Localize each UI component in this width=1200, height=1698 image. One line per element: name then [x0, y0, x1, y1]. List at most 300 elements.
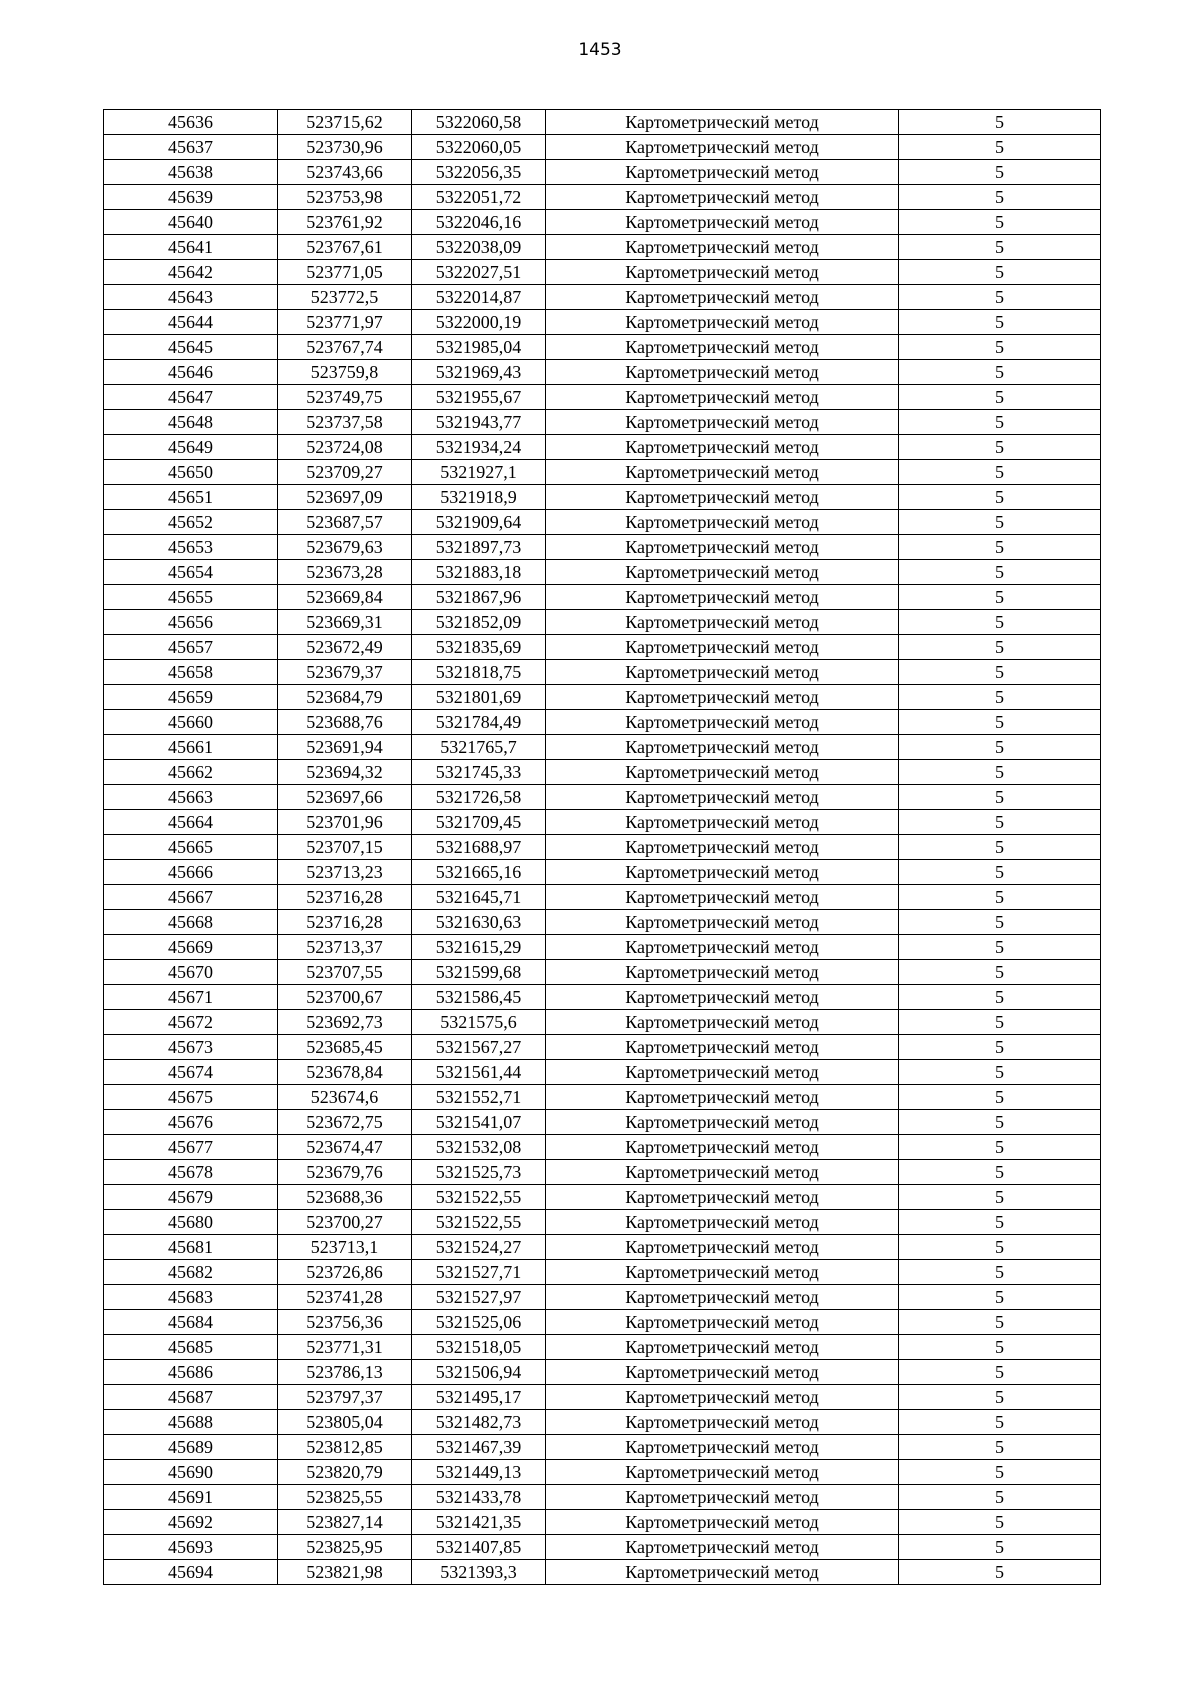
- table-row: [104, 1535, 1101, 1560]
- method-cell: Картометрический метод: [546, 810, 899, 835]
- x-coordinate-cell: 523737,58: [278, 410, 412, 435]
- accuracy-cell: 5: [899, 1185, 1101, 1210]
- accuracy-cell: 5: [899, 360, 1101, 385]
- point-number-cell: 45662: [104, 760, 278, 785]
- point-number-cell: 45694: [104, 1560, 278, 1585]
- table-row: [104, 685, 1101, 710]
- table-row: [104, 1310, 1101, 1335]
- accuracy-cell: 5: [899, 1510, 1101, 1535]
- table-row: [104, 885, 1101, 910]
- x-coordinate-cell: 523713,1: [278, 1235, 412, 1260]
- y-coordinate-cell: 5322000,19: [412, 310, 546, 335]
- x-coordinate-cell: 523820,79: [278, 1460, 412, 1485]
- x-coordinate-cell: 523767,61: [278, 235, 412, 260]
- method-cell: Картометрический метод: [546, 1160, 899, 1185]
- method-cell: Картометрический метод: [546, 785, 899, 810]
- method-cell: Картометрический метод: [546, 410, 899, 435]
- x-coordinate-cell: 523759,8: [278, 360, 412, 385]
- table-row: [104, 835, 1101, 860]
- x-coordinate-cell: 523688,76: [278, 710, 412, 735]
- method-cell: Картометрический метод: [546, 110, 899, 135]
- x-coordinate-cell: 523715,62: [278, 110, 412, 135]
- accuracy-cell: 5: [899, 510, 1101, 535]
- point-number-cell: 45650: [104, 460, 278, 485]
- y-coordinate-cell: 5321527,97: [412, 1285, 546, 1310]
- point-number-cell: 45658: [104, 660, 278, 685]
- y-coordinate-cell: 5321524,27: [412, 1235, 546, 1260]
- y-coordinate-cell: 5321818,75: [412, 660, 546, 685]
- x-coordinate-cell: 523679,76: [278, 1160, 412, 1185]
- x-coordinate-cell: 523797,37: [278, 1385, 412, 1410]
- table-row: [104, 1385, 1101, 1410]
- method-cell: Картометрический метод: [546, 1060, 899, 1085]
- x-coordinate-cell: 523700,27: [278, 1210, 412, 1235]
- table-row: [104, 335, 1101, 360]
- method-cell: Картометрический метод: [546, 1185, 899, 1210]
- x-coordinate-cell: 523694,32: [278, 760, 412, 785]
- accuracy-cell: 5: [899, 535, 1101, 560]
- point-number-cell: 45683: [104, 1285, 278, 1310]
- x-coordinate-cell: 523713,23: [278, 860, 412, 885]
- accuracy-cell: 5: [899, 985, 1101, 1010]
- x-coordinate-cell: 523685,45: [278, 1035, 412, 1060]
- table-row: [104, 485, 1101, 510]
- x-coordinate-cell: 523679,63: [278, 535, 412, 560]
- table-row: [104, 785, 1101, 810]
- method-cell: Картометрический метод: [546, 1485, 899, 1510]
- table-row: [104, 585, 1101, 610]
- x-coordinate-cell: 523771,97: [278, 310, 412, 335]
- y-coordinate-cell: 5321433,78: [412, 1485, 546, 1510]
- accuracy-cell: 5: [899, 560, 1101, 585]
- point-number-cell: 45655: [104, 585, 278, 610]
- table-row: [104, 1235, 1101, 1260]
- point-number-cell: 45653: [104, 535, 278, 560]
- accuracy-cell: 5: [899, 110, 1101, 135]
- y-coordinate-cell: 5322060,58: [412, 110, 546, 135]
- method-cell: Картометрический метод: [546, 960, 899, 985]
- method-cell: Картометрический метод: [546, 535, 899, 560]
- table-row: [104, 410, 1101, 435]
- x-coordinate-cell: 523679,37: [278, 660, 412, 685]
- table-row: [104, 160, 1101, 185]
- table-row: [104, 1060, 1101, 1085]
- point-number-cell: 45689: [104, 1435, 278, 1460]
- accuracy-cell: 5: [899, 585, 1101, 610]
- x-coordinate-cell: 523825,95: [278, 1535, 412, 1560]
- method-cell: Картометрический метод: [546, 260, 899, 285]
- accuracy-cell: 5: [899, 1410, 1101, 1435]
- table-row: [104, 1035, 1101, 1060]
- accuracy-cell: 5: [899, 1235, 1101, 1260]
- accuracy-cell: 5: [899, 860, 1101, 885]
- method-cell: Картометрический метод: [546, 235, 899, 260]
- y-coordinate-cell: 5321801,69: [412, 685, 546, 710]
- x-coordinate-cell: 523697,09: [278, 485, 412, 510]
- point-number-cell: 45692: [104, 1510, 278, 1535]
- y-coordinate-cell: 5322056,35: [412, 160, 546, 185]
- point-number-cell: 45654: [104, 560, 278, 585]
- y-coordinate-cell: 5322014,87: [412, 285, 546, 310]
- accuracy-cell: 5: [899, 1035, 1101, 1060]
- y-coordinate-cell: 5321934,24: [412, 435, 546, 460]
- table-row: [104, 1135, 1101, 1160]
- point-number-cell: 45675: [104, 1085, 278, 1110]
- accuracy-cell: 5: [899, 660, 1101, 685]
- x-coordinate-cell: 523684,79: [278, 685, 412, 710]
- x-coordinate-cell: 523821,98: [278, 1560, 412, 1585]
- point-number-cell: 45639: [104, 185, 278, 210]
- method-cell: Картометрический метод: [546, 610, 899, 635]
- point-number-cell: 45636: [104, 110, 278, 135]
- accuracy-cell: 5: [899, 1335, 1101, 1360]
- method-cell: Картометрический метод: [546, 1035, 899, 1060]
- point-number-cell: 45691: [104, 1485, 278, 1510]
- point-number-cell: 45678: [104, 1160, 278, 1185]
- x-coordinate-cell: 523827,14: [278, 1510, 412, 1535]
- y-coordinate-cell: 5321835,69: [412, 635, 546, 660]
- table-row: [104, 910, 1101, 935]
- method-cell: Картометрический метод: [546, 1360, 899, 1385]
- x-coordinate-cell: 523772,5: [278, 285, 412, 310]
- x-coordinate-cell: 523730,96: [278, 135, 412, 160]
- point-number-cell: 45690: [104, 1460, 278, 1485]
- accuracy-cell: 5: [899, 735, 1101, 760]
- y-coordinate-cell: 5321927,1: [412, 460, 546, 485]
- accuracy-cell: 5: [899, 1160, 1101, 1185]
- point-number-cell: 45661: [104, 735, 278, 760]
- y-coordinate-cell: 5321552,71: [412, 1085, 546, 1110]
- table-row: [104, 535, 1101, 560]
- point-number-cell: 45656: [104, 610, 278, 635]
- y-coordinate-cell: 5321645,71: [412, 885, 546, 910]
- x-coordinate-cell: 523700,67: [278, 985, 412, 1010]
- x-coordinate-cell: 523749,75: [278, 385, 412, 410]
- method-cell: Картометрический метод: [546, 1385, 899, 1410]
- point-number-cell: 45665: [104, 835, 278, 860]
- x-coordinate-cell: 523756,36: [278, 1310, 412, 1335]
- table-row: [104, 1410, 1101, 1435]
- method-cell: Картометрический метод: [546, 460, 899, 485]
- y-coordinate-cell: 5321985,04: [412, 335, 546, 360]
- point-number-cell: 45668: [104, 910, 278, 935]
- table-row: [104, 285, 1101, 310]
- method-cell: Картометрический метод: [546, 1435, 899, 1460]
- accuracy-cell: 5: [899, 835, 1101, 860]
- method-cell: Картометрический метод: [546, 485, 899, 510]
- y-coordinate-cell: 5322060,05: [412, 135, 546, 160]
- accuracy-cell: 5: [899, 210, 1101, 235]
- method-cell: Картометрический метод: [546, 660, 899, 685]
- table-row: [104, 660, 1101, 685]
- table-row: [104, 1435, 1101, 1460]
- y-coordinate-cell: 5321943,77: [412, 410, 546, 435]
- method-cell: Картометрический метод: [546, 985, 899, 1010]
- y-coordinate-cell: 5321522,55: [412, 1210, 546, 1235]
- method-cell: Картометрический метод: [546, 635, 899, 660]
- y-coordinate-cell: 5321784,49: [412, 710, 546, 735]
- method-cell: Картометрический метод: [546, 310, 899, 335]
- x-coordinate-cell: 523674,47: [278, 1135, 412, 1160]
- accuracy-cell: 5: [899, 485, 1101, 510]
- point-number-cell: 45688: [104, 1410, 278, 1435]
- point-number-cell: 45647: [104, 385, 278, 410]
- method-cell: Картометрический метод: [546, 160, 899, 185]
- method-cell: Картометрический метод: [546, 1085, 899, 1110]
- table-row: [104, 810, 1101, 835]
- point-number-cell: 45641: [104, 235, 278, 260]
- accuracy-cell: 5: [899, 1460, 1101, 1485]
- table-row: [104, 1210, 1101, 1235]
- y-coordinate-cell: 5321867,96: [412, 585, 546, 610]
- accuracy-cell: 5: [899, 760, 1101, 785]
- x-coordinate-cell: 523688,36: [278, 1185, 412, 1210]
- point-number-cell: 45671: [104, 985, 278, 1010]
- table-row: [104, 735, 1101, 760]
- method-cell: Картометрический метод: [546, 1285, 899, 1310]
- method-cell: Картометрический метод: [546, 1110, 899, 1135]
- table-row: [104, 1510, 1101, 1535]
- x-coordinate-cell: 523812,85: [278, 1435, 412, 1460]
- method-cell: Картометрический метод: [546, 685, 899, 710]
- table-row: [104, 760, 1101, 785]
- method-cell: Картометрический метод: [546, 335, 899, 360]
- y-coordinate-cell: 5321955,67: [412, 385, 546, 410]
- x-coordinate-cell: 523672,49: [278, 635, 412, 660]
- y-coordinate-cell: 5321449,13: [412, 1460, 546, 1485]
- x-coordinate-cell: 523678,84: [278, 1060, 412, 1085]
- method-cell: Картометрический метод: [546, 1235, 899, 1260]
- method-cell: Картометрический метод: [546, 435, 899, 460]
- method-cell: Картометрический метод: [546, 385, 899, 410]
- y-coordinate-cell: 5321541,07: [412, 1110, 546, 1135]
- point-number-cell: 45676: [104, 1110, 278, 1135]
- accuracy-cell: 5: [899, 1285, 1101, 1310]
- accuracy-cell: 5: [899, 685, 1101, 710]
- point-number-cell: 45642: [104, 260, 278, 285]
- y-coordinate-cell: 5321765,7: [412, 735, 546, 760]
- table-row: [104, 1560, 1101, 1585]
- accuracy-cell: 5: [899, 1260, 1101, 1285]
- x-coordinate-cell: 523761,92: [278, 210, 412, 235]
- method-cell: Картометрический метод: [546, 760, 899, 785]
- accuracy-cell: 5: [899, 1435, 1101, 1460]
- accuracy-cell: 5: [899, 910, 1101, 935]
- point-number-cell: 45664: [104, 810, 278, 835]
- accuracy-cell: 5: [899, 1060, 1101, 1085]
- point-number-cell: 45649: [104, 435, 278, 460]
- x-coordinate-cell: 523724,08: [278, 435, 412, 460]
- y-coordinate-cell: 5321467,39: [412, 1435, 546, 1460]
- point-number-cell: 45672: [104, 1010, 278, 1035]
- accuracy-cell: 5: [899, 410, 1101, 435]
- point-number-cell: 45666: [104, 860, 278, 885]
- point-number-cell: 45663: [104, 785, 278, 810]
- point-number-cell: 45670: [104, 960, 278, 985]
- point-number-cell: 45673: [104, 1035, 278, 1060]
- method-cell: Картометрический метод: [546, 1535, 899, 1560]
- table-row: [104, 1260, 1101, 1285]
- x-coordinate-cell: 523771,05: [278, 260, 412, 285]
- table-row: [104, 985, 1101, 1010]
- method-cell: Картометрический метод: [546, 285, 899, 310]
- x-coordinate-cell: 523825,55: [278, 1485, 412, 1510]
- accuracy-cell: 5: [899, 1135, 1101, 1160]
- point-number-cell: 45680: [104, 1210, 278, 1235]
- point-number-cell: 45660: [104, 710, 278, 735]
- table-row: [104, 435, 1101, 460]
- point-number-cell: 45652: [104, 510, 278, 535]
- point-number-cell: 45681: [104, 1235, 278, 1260]
- y-coordinate-cell: 5321575,6: [412, 1010, 546, 1035]
- y-coordinate-cell: 5322046,16: [412, 210, 546, 235]
- table-row: [104, 1085, 1101, 1110]
- table-row: [104, 1335, 1101, 1360]
- y-coordinate-cell: 5321482,73: [412, 1410, 546, 1435]
- y-coordinate-cell: 5322027,51: [412, 260, 546, 285]
- method-cell: Картометрический метод: [546, 560, 899, 585]
- table-row: [104, 1160, 1101, 1185]
- y-coordinate-cell: 5321969,43: [412, 360, 546, 385]
- accuracy-cell: 5: [899, 135, 1101, 160]
- x-coordinate-cell: 523707,55: [278, 960, 412, 985]
- point-number-cell: 45687: [104, 1385, 278, 1410]
- accuracy-cell: 5: [899, 285, 1101, 310]
- point-number-cell: 45640: [104, 210, 278, 235]
- accuracy-cell: 5: [899, 635, 1101, 660]
- accuracy-cell: 5: [899, 435, 1101, 460]
- x-coordinate-cell: 523687,57: [278, 510, 412, 535]
- method-cell: Картометрический метод: [546, 210, 899, 235]
- y-coordinate-cell: 5321567,27: [412, 1035, 546, 1060]
- point-number-cell: 45651: [104, 485, 278, 510]
- method-cell: Картометрический метод: [546, 1560, 899, 1585]
- table-row: [104, 260, 1101, 285]
- table-row: [104, 135, 1101, 160]
- y-coordinate-cell: 5321525,06: [412, 1310, 546, 1335]
- accuracy-cell: 5: [899, 1010, 1101, 1035]
- y-coordinate-cell: 5321518,05: [412, 1335, 546, 1360]
- y-coordinate-cell: 5321393,3: [412, 1560, 546, 1585]
- accuracy-cell: 5: [899, 885, 1101, 910]
- y-coordinate-cell: 5321918,9: [412, 485, 546, 510]
- y-coordinate-cell: 5321883,18: [412, 560, 546, 585]
- y-coordinate-cell: 5322051,72: [412, 185, 546, 210]
- y-coordinate-cell: 5321532,08: [412, 1135, 546, 1160]
- table-row: [104, 1110, 1101, 1135]
- y-coordinate-cell: 5321852,09: [412, 610, 546, 635]
- x-coordinate-cell: 523673,28: [278, 560, 412, 585]
- point-number-cell: 45637: [104, 135, 278, 160]
- x-coordinate-cell: 523805,04: [278, 1410, 412, 1435]
- method-cell: Картометрический метод: [546, 935, 899, 960]
- table-row: [104, 310, 1101, 335]
- coordinates-table: [103, 109, 1101, 1585]
- y-coordinate-cell: 5321909,64: [412, 510, 546, 535]
- point-number-cell: 45682: [104, 1260, 278, 1285]
- point-number-cell: 45669: [104, 935, 278, 960]
- accuracy-cell: 5: [899, 710, 1101, 735]
- method-cell: Картометрический метод: [546, 585, 899, 610]
- method-cell: Картометрический метод: [546, 710, 899, 735]
- accuracy-cell: 5: [899, 260, 1101, 285]
- x-coordinate-cell: 523701,96: [278, 810, 412, 835]
- table-row: [104, 110, 1101, 135]
- table-row: [104, 1185, 1101, 1210]
- point-number-cell: 45657: [104, 635, 278, 660]
- x-coordinate-cell: 523753,98: [278, 185, 412, 210]
- table-row: [104, 935, 1101, 960]
- x-coordinate-cell: 523767,74: [278, 335, 412, 360]
- accuracy-cell: 5: [899, 1535, 1101, 1560]
- accuracy-cell: 5: [899, 960, 1101, 985]
- method-cell: Картометрический метод: [546, 1260, 899, 1285]
- x-coordinate-cell: 523669,31: [278, 610, 412, 635]
- x-coordinate-cell: 523726,86: [278, 1260, 412, 1285]
- method-cell: Картометрический метод: [546, 735, 899, 760]
- method-cell: Картометрический метод: [546, 360, 899, 385]
- method-cell: Картометрический метод: [546, 1210, 899, 1235]
- accuracy-cell: 5: [899, 1210, 1101, 1235]
- method-cell: Картометрический метод: [546, 1310, 899, 1335]
- table-row: [104, 1285, 1101, 1310]
- table-row: [104, 360, 1101, 385]
- point-number-cell: 45684: [104, 1310, 278, 1335]
- y-coordinate-cell: 5321709,45: [412, 810, 546, 835]
- accuracy-cell: 5: [899, 935, 1101, 960]
- x-coordinate-cell: 523743,66: [278, 160, 412, 185]
- y-coordinate-cell: 5321599,68: [412, 960, 546, 985]
- point-number-cell: 45677: [104, 1135, 278, 1160]
- x-coordinate-cell: 523786,13: [278, 1360, 412, 1385]
- x-coordinate-cell: 523771,31: [278, 1335, 412, 1360]
- y-coordinate-cell: 5321561,44: [412, 1060, 546, 1085]
- method-cell: Картометрический метод: [546, 910, 899, 935]
- point-number-cell: 45679: [104, 1185, 278, 1210]
- method-cell: Картометрический метод: [546, 1510, 899, 1535]
- accuracy-cell: 5: [899, 810, 1101, 835]
- accuracy-cell: 5: [899, 460, 1101, 485]
- x-coordinate-cell: 523741,28: [278, 1285, 412, 1310]
- table-row: [104, 510, 1101, 535]
- x-coordinate-cell: 523674,6: [278, 1085, 412, 1110]
- accuracy-cell: 5: [899, 185, 1101, 210]
- table-row: [104, 635, 1101, 660]
- y-coordinate-cell: 5321421,35: [412, 1510, 546, 1535]
- accuracy-cell: 5: [899, 1560, 1101, 1585]
- point-number-cell: 45667: [104, 885, 278, 910]
- table-row: [104, 235, 1101, 260]
- table-row: [104, 185, 1101, 210]
- accuracy-cell: 5: [899, 1360, 1101, 1385]
- method-cell: Картометрический метод: [546, 1460, 899, 1485]
- table-row: [104, 210, 1101, 235]
- point-number-cell: 45685: [104, 1335, 278, 1360]
- x-coordinate-cell: 523716,28: [278, 910, 412, 935]
- accuracy-cell: 5: [899, 1085, 1101, 1110]
- x-coordinate-cell: 523691,94: [278, 735, 412, 760]
- method-cell: Картометрический метод: [546, 885, 899, 910]
- accuracy-cell: 5: [899, 785, 1101, 810]
- x-coordinate-cell: 523709,27: [278, 460, 412, 485]
- y-coordinate-cell: 5321630,63: [412, 910, 546, 935]
- table-body: [104, 110, 1101, 1585]
- point-number-cell: 45659: [104, 685, 278, 710]
- y-coordinate-cell: 5321407,85: [412, 1535, 546, 1560]
- method-cell: Картометрический метод: [546, 1335, 899, 1360]
- point-number-cell: 45648: [104, 410, 278, 435]
- x-coordinate-cell: 523669,84: [278, 585, 412, 610]
